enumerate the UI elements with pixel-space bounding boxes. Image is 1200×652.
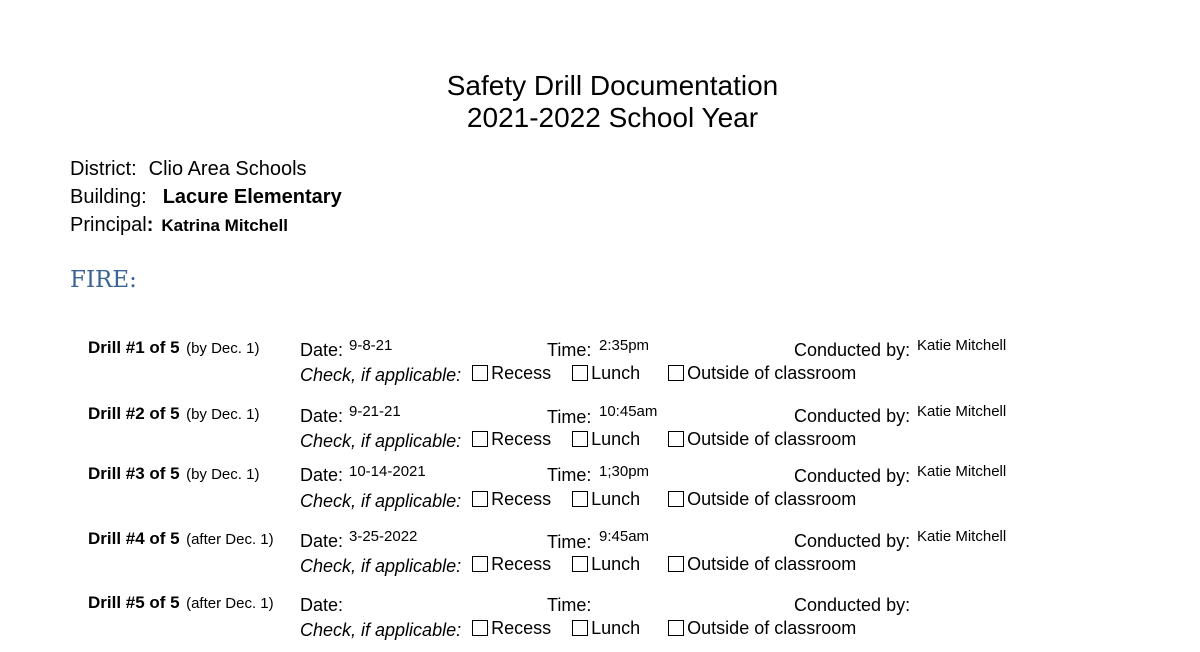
lunch-checkbox[interactable] <box>572 431 588 447</box>
drill-row <box>0 528 1200 588</box>
drill-row <box>0 463 1200 523</box>
principal-value: Katrina Mitchell <box>161 216 288 235</box>
check-prompt: Check, if applicable: <box>300 620 462 640</box>
drill-number: Drill #2 of 5 <box>88 404 180 423</box>
lunch-checkbox[interactable] <box>572 365 588 381</box>
conducted-by-field[interactable]: Katie Mitchell <box>917 337 1007 354</box>
lunch-option <box>572 428 640 450</box>
conducted-by-label: Conducted by: <box>794 340 911 360</box>
lunch-label: Lunch <box>591 429 641 449</box>
lunch-label: Lunch <box>591 554 641 574</box>
drill-title <box>88 463 259 486</box>
time-field[interactable]: 2:35pm <box>599 337 650 354</box>
principal-label-text: Principal <box>70 214 147 236</box>
outside-label: Outside of classroom <box>687 554 857 574</box>
recess-option <box>472 488 551 510</box>
time-label: Time: <box>547 595 592 615</box>
document-subtitle: 2021-2022 School Year <box>466 102 759 133</box>
drill-number: Drill #3 of 5 <box>88 464 180 483</box>
outside-label: Outside of classroom <box>687 618 857 638</box>
check-prompt: Check, if applicable: <box>300 556 462 576</box>
outside-option <box>668 617 856 639</box>
lunch-option <box>572 553 640 575</box>
principal-label-colon: : <box>146 214 154 236</box>
drill-row <box>0 592 1200 652</box>
drill-deadline-note: (by Dec. 1) <box>186 340 260 357</box>
time-label: Time: <box>547 340 592 360</box>
drill-number: Drill #4 of 5 <box>88 529 180 548</box>
outside-option <box>668 428 856 450</box>
check-prompt: Check, if applicable: <box>300 431 462 451</box>
recess-label: Recess <box>491 618 552 638</box>
document-title: Safety Drill Documentation <box>446 70 779 101</box>
recess-label: Recess <box>491 429 552 449</box>
conducted-by-field[interactable]: Katie Mitchell <box>917 403 1007 420</box>
check-prompt: Check, if applicable: <box>300 365 462 385</box>
applicable-checks <box>300 553 856 577</box>
recess-checkbox[interactable] <box>472 365 488 381</box>
recess-option <box>472 428 551 450</box>
applicable-checks <box>300 488 856 512</box>
drill-deadline-note: (by Dec. 1) <box>186 466 260 483</box>
lunch-checkbox[interactable] <box>572 620 588 636</box>
time-field[interactable]: 9:45am <box>599 528 650 545</box>
recess-label: Recess <box>491 554 552 574</box>
outside-checkbox[interactable] <box>668 620 684 636</box>
drill-title <box>88 592 274 615</box>
date-label: Date: <box>300 406 344 426</box>
outside-checkbox[interactable] <box>668 365 684 381</box>
drill-title <box>88 403 259 426</box>
recess-checkbox[interactable] <box>472 556 488 572</box>
recess-label: Recess <box>491 363 552 383</box>
drill-deadline-note: (by Dec. 1) <box>186 406 260 423</box>
date-label: Date: <box>300 531 344 551</box>
date-label: Date: <box>300 595 344 615</box>
outside-checkbox[interactable] <box>668 491 684 507</box>
applicable-checks <box>300 617 856 641</box>
applicable-checks <box>300 428 856 452</box>
building-row <box>70 185 342 209</box>
drill-deadline-note: (after Dec. 1) <box>186 595 274 612</box>
conducted-by-field[interactable]: Katie Mitchell <box>917 528 1007 545</box>
recess-checkbox[interactable] <box>472 620 488 636</box>
district-label: District: <box>70 158 137 180</box>
outside-label: Outside of classroom <box>687 429 857 449</box>
recess-option <box>472 553 551 575</box>
lunch-option <box>572 362 640 384</box>
outside-checkbox[interactable] <box>668 556 684 572</box>
lunch-checkbox[interactable] <box>572 556 588 572</box>
lunch-option <box>572 617 640 639</box>
lunch-label: Lunch <box>591 489 641 509</box>
outside-label: Outside of classroom <box>687 489 857 509</box>
recess-checkbox[interactable] <box>472 491 488 507</box>
conducted-by-label: Conducted by: <box>794 531 911 551</box>
drill-title <box>88 337 259 360</box>
recess-label: Recess <box>491 489 552 509</box>
conducted-by-field[interactable]: Katie Mitchell <box>917 463 1007 480</box>
building-value: Lacure Elementary <box>162 186 342 208</box>
time-field[interactable]: 10:45am <box>599 403 658 420</box>
time-label: Time: <box>547 465 592 485</box>
principal-row <box>70 213 288 238</box>
lunch-label: Lunch <box>591 363 641 383</box>
outside-option <box>668 553 856 575</box>
time-label: Time: <box>547 407 592 427</box>
drill-number: Drill #5 of 5 <box>88 593 180 612</box>
outside-option <box>668 488 856 510</box>
date-field[interactable]: 3-25-2022 <box>349 528 418 545</box>
recess-option <box>472 362 551 384</box>
district-row <box>70 157 307 181</box>
date-label: Date: <box>300 340 344 360</box>
lunch-label: Lunch <box>591 618 641 638</box>
drill-row <box>0 337 1200 397</box>
district-value: Clio Area Schools <box>148 158 307 180</box>
time-label: Time: <box>547 532 592 552</box>
conducted-by-label: Conducted by: <box>794 466 911 486</box>
drill-row <box>0 403 1200 463</box>
date-field[interactable]: 9-21-21 <box>349 403 401 420</box>
date-label: Date: <box>300 465 344 485</box>
outside-checkbox[interactable] <box>668 431 684 447</box>
drill-number: Drill #1 of 5 <box>88 338 180 357</box>
applicable-checks <box>300 362 856 386</box>
recess-option <box>472 617 551 639</box>
drill-title <box>88 528 274 551</box>
check-prompt: Check, if applicable: <box>300 491 462 511</box>
outside-label: Outside of classroom <box>687 363 857 383</box>
building-label: Building: <box>70 186 147 208</box>
recess-checkbox[interactable] <box>472 431 488 447</box>
date-field[interactable]: 10-14-2021 <box>349 463 426 480</box>
date-field[interactable]: 9-8-21 <box>349 337 393 354</box>
lunch-option <box>572 488 640 510</box>
lunch-checkbox[interactable] <box>572 491 588 507</box>
time-field[interactable]: 1;30pm <box>599 463 650 480</box>
outside-option <box>668 362 856 384</box>
conducted-by-label: Conducted by: <box>794 595 911 615</box>
fire-section-heading: FIRE: <box>70 267 137 293</box>
conducted-by-label: Conducted by: <box>794 406 911 426</box>
principal-label <box>70 213 153 237</box>
drill-deadline-note: (after Dec. 1) <box>186 531 274 548</box>
